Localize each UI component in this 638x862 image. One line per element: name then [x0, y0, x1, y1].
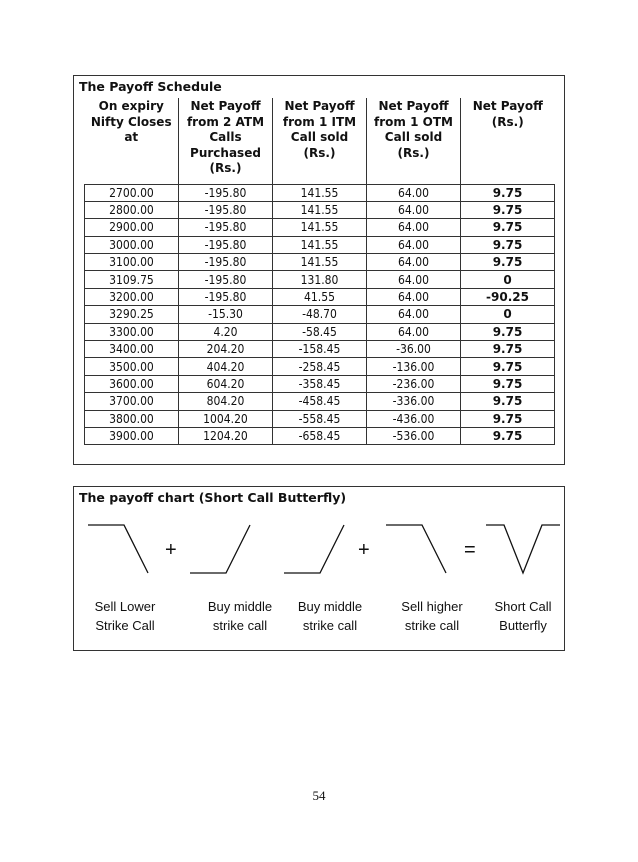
cell-itm-payoff: -48.70	[273, 306, 367, 323]
cell-nifty-close: 3000.00	[85, 236, 179, 253]
cell-nifty-close: 2800.00	[85, 201, 179, 218]
cell-net-payoff: 9.75	[461, 254, 555, 271]
cell-otm-payoff: -236.00	[367, 375, 461, 392]
cell-otm-payoff: -36.00	[367, 341, 461, 358]
cell-itm-payoff: 41.55	[273, 288, 367, 305]
table-body	[85, 184, 555, 445]
table-row	[85, 184, 555, 201]
cell-net-payoff: 9.75	[461, 341, 555, 358]
cell-net-payoff: -90.25	[461, 288, 555, 305]
label-buy-middle-strike-call-1: Buy middle strike call	[207, 599, 273, 633]
chart-title: The payoff chart (Short Call Butterfly)	[79, 490, 347, 505]
cell-atm-payoff: -15.30	[179, 306, 273, 323]
buy-middle-strike-call-payoff-2	[284, 525, 344, 573]
cell-itm-payoff: -658.45	[273, 427, 367, 444]
cell-itm-payoff: 141.55	[273, 201, 367, 218]
header-net-payoff: Net Payoff (Rs.)	[472, 99, 543, 129]
cell-atm-payoff: -195.80	[179, 271, 273, 288]
cell-net-payoff: 0	[461, 271, 555, 288]
cell-net-payoff: 9.75	[461, 375, 555, 392]
cell-net-payoff: 9.75	[461, 219, 555, 236]
table-row	[85, 254, 555, 271]
cell-itm-payoff: -258.45	[273, 358, 367, 375]
cell-itm-payoff: 141.55	[273, 219, 367, 236]
schedule-title: The Payoff Schedule	[79, 79, 222, 94]
cell-atm-payoff: 604.20	[179, 375, 273, 392]
payoff-schedule-box	[73, 75, 565, 465]
cell-otm-payoff: 64.00	[367, 236, 461, 253]
table-row	[85, 410, 555, 427]
cell-net-payoff: 9.75	[461, 358, 555, 375]
cell-otm-payoff: 64.00	[367, 323, 461, 340]
cell-otm-payoff: -536.00	[367, 427, 461, 444]
cell-otm-payoff: 64.00	[367, 201, 461, 218]
cell-net-payoff: 9.75	[461, 410, 555, 427]
cell-net-payoff: 9.75	[461, 427, 555, 444]
cell-itm-payoff: 131.80	[273, 271, 367, 288]
cell-nifty-close: 2900.00	[85, 219, 179, 236]
cell-itm-payoff: -558.45	[273, 410, 367, 427]
cell-nifty-close: 3109.75	[85, 271, 179, 288]
table-row	[85, 236, 555, 253]
table-row	[85, 427, 555, 444]
plus-operator-1: +	[165, 539, 177, 561]
page-number: 54	[312, 788, 326, 803]
cell-nifty-close: 3290.25	[85, 306, 179, 323]
label-sell-lower-strike-call: Sell Lower Strike Call	[94, 599, 156, 633]
cell-itm-payoff: 141.55	[273, 254, 367, 271]
cell-itm-payoff: 141.55	[273, 236, 367, 253]
table-row	[85, 219, 555, 236]
table-row	[85, 271, 555, 288]
cell-net-payoff: 9.75	[461, 236, 555, 253]
cell-otm-payoff: 64.00	[367, 306, 461, 323]
table-row	[85, 201, 555, 218]
header-otm-call: Net Payoff from 1 OTM Call sold (Rs.)	[367, 98, 461, 184]
table-row	[85, 393, 555, 410]
sell-higher-strike-call-payoff	[386, 525, 446, 573]
cell-net-payoff: 9.75	[461, 323, 555, 340]
cell-otm-payoff: 64.00	[367, 184, 461, 201]
cell-nifty-close: 3400.00	[85, 341, 179, 358]
cell-atm-payoff: -195.80	[179, 219, 273, 236]
cell-nifty-close: 3100.00	[85, 254, 179, 271]
cell-nifty-close: 3200.00	[85, 288, 179, 305]
cell-otm-payoff: 64.00	[367, 271, 461, 288]
cell-itm-payoff: -58.45	[273, 323, 367, 340]
cell-otm-payoff: -336.00	[367, 393, 461, 410]
cell-atm-payoff: -195.80	[179, 288, 273, 305]
label-buy-middle-strike-call-2: Buy middle strike call	[297, 599, 363, 633]
cell-atm-payoff: -195.80	[179, 254, 273, 271]
cell-atm-payoff: -195.80	[179, 184, 273, 201]
buy-middle-strike-call-payoff-1	[190, 525, 250, 573]
table-row	[85, 341, 555, 358]
cell-atm-payoff: 4.20	[179, 323, 273, 340]
table-row	[85, 358, 555, 375]
table-row	[85, 375, 555, 392]
cell-itm-payoff: -358.45	[273, 375, 367, 392]
cell-net-payoff: 9.75	[461, 393, 555, 410]
cell-otm-payoff: 64.00	[367, 288, 461, 305]
label-short-call-butterfly: Short Call Butterfly	[494, 599, 552, 633]
sell-lower-strike-call-payoff	[88, 525, 148, 573]
payoff-chart-box	[73, 486, 565, 651]
cell-net-payoff: 9.75	[461, 201, 555, 218]
cell-nifty-close: 3600.00	[85, 375, 179, 392]
cell-atm-payoff: 1204.20	[179, 427, 273, 444]
cell-net-payoff: 0	[461, 306, 555, 323]
cell-nifty-close: 2700.00	[85, 184, 179, 201]
cell-atm-payoff: 404.20	[179, 358, 273, 375]
cell-atm-payoff: 804.20	[179, 393, 273, 410]
table-header-row	[85, 98, 555, 184]
cell-atm-payoff: -195.80	[179, 201, 273, 218]
cell-atm-payoff: 1004.20	[179, 410, 273, 427]
cell-nifty-close: 3700.00	[85, 393, 179, 410]
table-row	[85, 323, 555, 340]
cell-atm-payoff: 204.20	[179, 341, 273, 358]
cell-itm-payoff: -158.45	[273, 341, 367, 358]
equals-operator: =	[464, 539, 476, 561]
cell-nifty-close: 3500.00	[85, 358, 179, 375]
cell-otm-payoff: 64.00	[367, 254, 461, 271]
cell-otm-payoff: -436.00	[367, 410, 461, 427]
payoff-table	[84, 98, 555, 445]
cell-atm-payoff: -195.80	[179, 236, 273, 253]
cell-otm-payoff: -136.00	[367, 358, 461, 375]
header-nifty-close: On expiry Nifty Closes at	[85, 98, 179, 184]
header-itm-call: Net Payoff from 1 ITM Call sold (Rs.)	[273, 98, 367, 184]
table-row	[85, 306, 555, 323]
cell-net-payoff: 9.75	[461, 184, 555, 201]
cell-itm-payoff: 141.55	[273, 184, 367, 201]
cell-nifty-close: 3900.00	[85, 427, 179, 444]
short-call-butterfly-payoff	[486, 525, 560, 573]
cell-nifty-close: 3800.00	[85, 410, 179, 427]
cell-nifty-close: 3300.00	[85, 323, 179, 340]
label-sell-higher-strike-call: Sell higher strike call	[401, 599, 463, 633]
cell-itm-payoff: -458.45	[273, 393, 367, 410]
table-row	[85, 288, 555, 305]
header-atm-calls: Net Payoff from 2 ATM Calls Purchased (Rs.)	[179, 98, 273, 184]
cell-otm-payoff: 64.00	[367, 219, 461, 236]
plus-operator-2: +	[358, 539, 370, 561]
